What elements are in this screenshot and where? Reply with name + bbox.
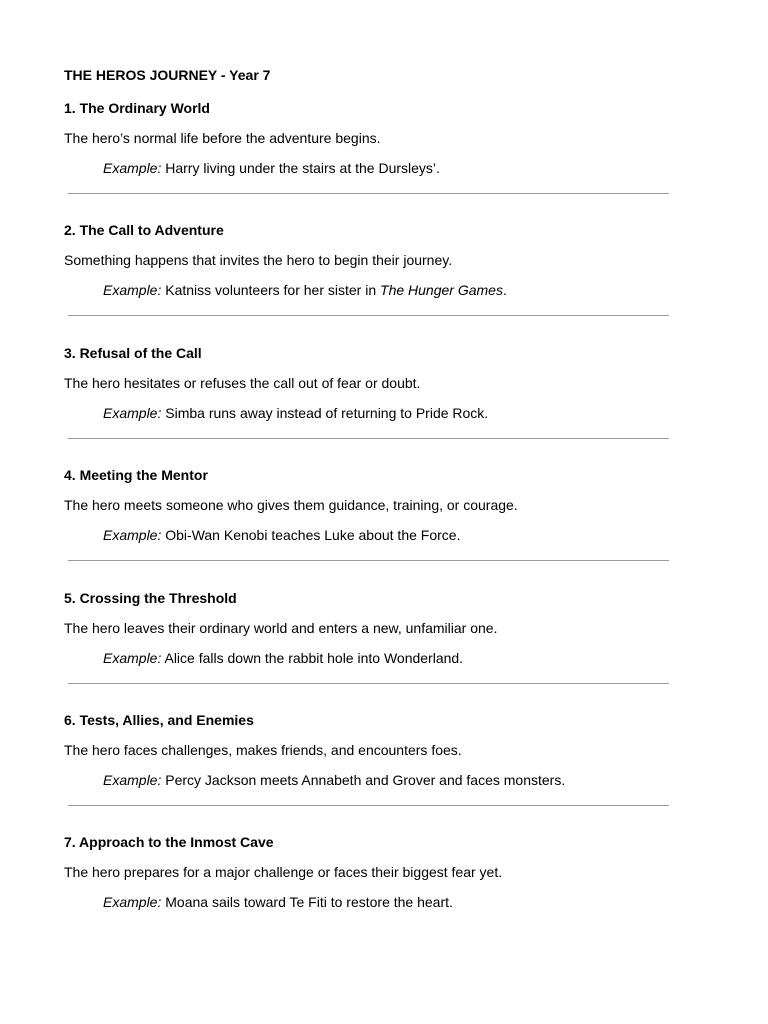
section-divider (68, 315, 669, 316)
stage-description: The hero hesitates or refuses the call out of fear or doubt. (64, 375, 421, 391)
stage-example (103, 527, 460, 544)
example-text: Harry living under the stairs at the Dursleys’. (165, 160, 440, 176)
stage-example (103, 405, 488, 422)
stage-description: The hero’s normal life before the adventure begins. (64, 130, 381, 146)
stage-description: Something happens that invites the hero to begin their journey. (64, 252, 453, 268)
section-divider (68, 193, 669, 194)
stage-heading: 1. The Ordinary World (64, 100, 210, 116)
stage-heading: 7. Approach to the Inmost Cave (64, 834, 274, 850)
stage-description: The hero faces challenges, makes friends, and encounters foes. (64, 742, 462, 758)
stage-description: The hero meets someone who gives them guidance, training, or courage. (64, 497, 518, 513)
stage-section-2 (0, 222, 768, 342)
example-label: Example: (103, 282, 162, 298)
example-text: Katniss volunteers for her sister in (165, 282, 381, 298)
example-label: Example: (103, 527, 162, 543)
example-text: Moana sails toward Te Fiti to restore the heart. (165, 894, 453, 910)
section-divider (68, 683, 669, 684)
stage-description: The hero leaves their ordinary world and enters a new, unfamiliar one. (64, 620, 498, 636)
section-divider (68, 438, 669, 439)
example-label: Example: (103, 772, 162, 788)
stage-example (103, 650, 463, 667)
stage-heading: 3. Refusal of the Call (64, 345, 202, 361)
stage-heading: 4. Meeting the Mentor (64, 467, 208, 483)
example-tail: . (502, 282, 507, 298)
example-title: The Hunger Games (380, 282, 503, 298)
stage-example (103, 160, 440, 177)
example-label: Example: (103, 894, 162, 910)
section-divider (68, 560, 669, 561)
example-label: Example: (103, 160, 162, 176)
example-text: Obi-Wan Kenobi teaches Luke about the Force. (165, 527, 461, 543)
section-divider (68, 805, 669, 806)
stage-section-1 (0, 100, 768, 220)
stage-example (103, 772, 565, 789)
example-text: Percy Jackson meets Annabeth and Grover and faces monsters. (165, 772, 566, 788)
stage-example (103, 894, 453, 911)
stage-heading: 6. Tests, Allies, and Enemies (64, 712, 254, 728)
example-text: Alice falls down the rabbit hole into Wonderland. (164, 650, 464, 666)
stage-heading: 2. The Call to Adventure (64, 222, 224, 238)
stage-section-5 (0, 590, 768, 710)
example-text: Simba runs away instead of returning to Pride Rock. (165, 405, 489, 421)
stage-section-4 (0, 467, 768, 587)
example-label: Example: (103, 405, 162, 421)
stage-section-7 (0, 834, 768, 954)
stage-description: The hero prepares for a major challenge or faces their biggest fear yet. (64, 864, 503, 880)
stage-heading: 5. Crossing the Threshold (64, 590, 237, 606)
example-label: Example: (103, 650, 162, 666)
stage-section-3 (0, 345, 768, 465)
document-title: THE HEROS JOURNEY - Year 7 (64, 67, 271, 83)
stage-example (103, 282, 507, 299)
stage-section-6 (0, 712, 768, 832)
